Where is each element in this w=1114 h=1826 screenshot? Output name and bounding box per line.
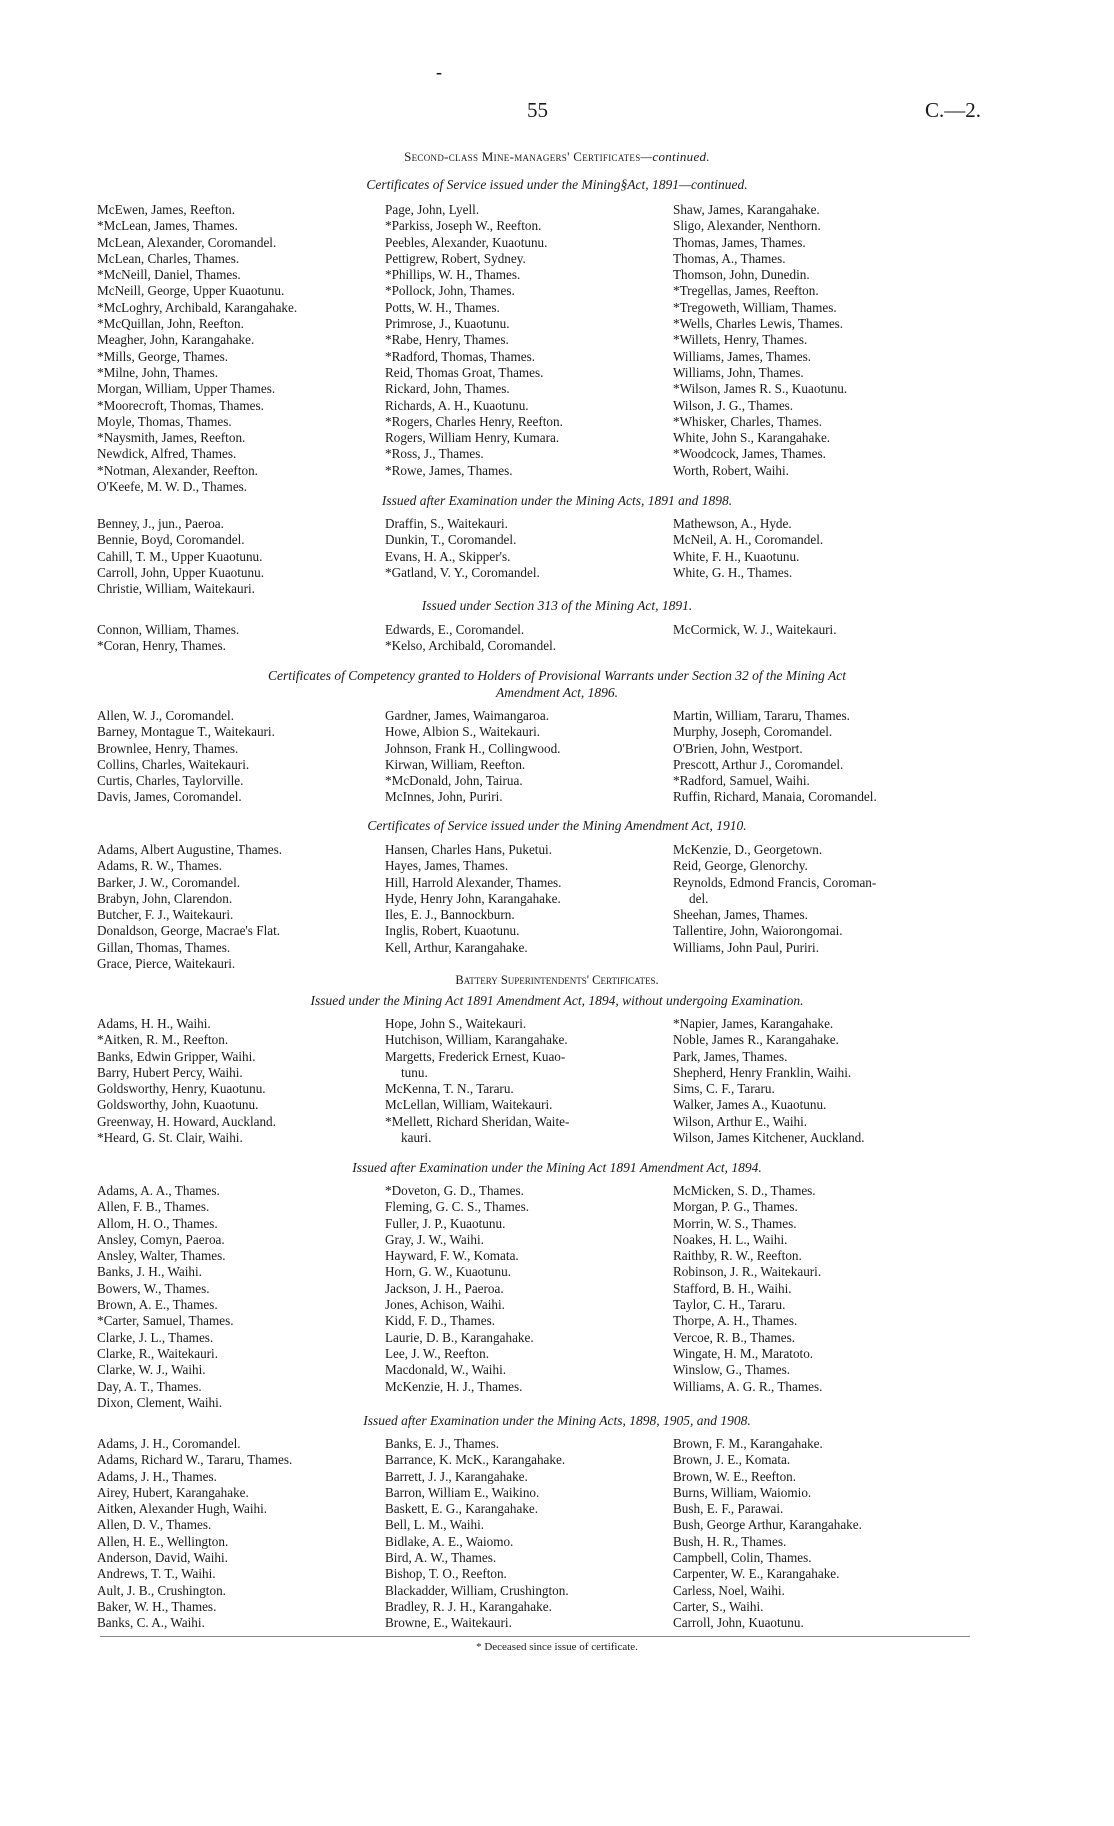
list-item: McLellan, William, Waitekauri.: [385, 1097, 553, 1113]
list-item: Primrose, J., Kuaotunu.: [385, 316, 510, 332]
list-item: McInnes, John, Puriri.: [385, 789, 503, 805]
list-item: Carroll, John, Upper Kuaotunu.: [97, 564, 265, 580]
main-title-continued: —continued.: [640, 149, 710, 164]
list-item: Reid, George, Glenorchy.: [673, 858, 808, 874]
list-item: Brown, F. M., Karangahake.: [673, 1436, 823, 1451]
list-item: Hayward, F. W., Komata.: [385, 1248, 519, 1264]
list-item: Bush, George Arthur, Karangahake.: [673, 1517, 862, 1533]
list-item: Evans, H. A., Skipper's.: [385, 548, 511, 564]
list-item: tunu.: [401, 1064, 428, 1080]
list-item: Inglis, Robert, Kuaotunu.: [385, 923, 520, 939]
list-item: Adams, A. A., Thames.: [97, 1183, 220, 1198]
section-service-1891-col2: [385, 202, 563, 479]
list-item: Ault, J. B., Crushington.: [97, 1582, 226, 1598]
list-item: Draffin, S., Waitekauri.: [385, 516, 508, 531]
list-item: Brabyn, John, Clarendon.: [97, 890, 233, 906]
section-exam-1891-1898-col3: [673, 516, 823, 581]
list-item: *Rogers, Charles Henry, Reefton.: [385, 413, 563, 429]
list-item: Benney, J., jun., Paeroa.: [97, 516, 224, 531]
list-item: Wilson, J. G., Thames.: [673, 397, 794, 413]
list-item: Barrance, K. McK., Karangahake.: [385, 1452, 566, 1468]
list-item: Bush, E. F., Parawai.: [673, 1501, 784, 1517]
list-item: Carless, Noel, Waihi.: [673, 1582, 785, 1598]
list-item: Taylor, C. H., Tararu.: [673, 1297, 786, 1313]
list-item: *Mills, George, Thames.: [97, 348, 229, 364]
list-item: Gray, J. W., Waihi.: [385, 1231, 484, 1247]
list-item: Clarke, W. J., Waihi.: [97, 1362, 206, 1378]
list-item: Ruffin, Richard, Manaia, Coromandel.: [673, 789, 877, 805]
list-item: *Moorecroft, Thomas, Thames.: [97, 397, 264, 413]
list-item: *Wilson, James R. S., Kuaotunu.: [673, 381, 848, 397]
section-battery-exam-1898-1908-col2: [385, 1436, 569, 1632]
list-item: Wilson, Arthur E., Waihi.: [673, 1113, 808, 1129]
list-item: Laurie, D. B., Karangahake.: [385, 1329, 534, 1345]
list-item: Barron, William E., Waikino.: [385, 1484, 540, 1500]
section-service-1891-col3: [673, 202, 847, 479]
list-item: Thomas, James, Thames.: [673, 234, 806, 250]
list-item: Carroll, John, Kuaotunu.: [673, 1615, 804, 1631]
list-item: Rickard, John, Thames.: [385, 381, 510, 397]
section-heading-competency-1896-line1: Certificates of Competency granted to Holders of Provisional Warrants under Section 32 of the Mining Act: [267, 668, 847, 683]
list-item: Noakes, H. L., Waihi.: [673, 1231, 788, 1247]
report-code: C.—2.: [925, 98, 982, 122]
list-item: Campbell, Colin, Thames.: [673, 1550, 812, 1566]
list-item: Banks, J. H., Waihi.: [97, 1264, 202, 1280]
list-item: Newdick, Alfred, Thames.: [97, 446, 237, 462]
section-battery-no-exam-col1: [97, 1016, 276, 1146]
list-item: Edwards, E., Coromandel.: [385, 622, 525, 637]
list-item: *Phillips, W. H., Thames.: [385, 267, 521, 283]
list-item: Hope, John S., Waitekauri.: [385, 1016, 527, 1031]
list-item: Banks, Edwin Gripper, Waihi.: [97, 1048, 256, 1064]
list-item: *McNeill, Daniel, Thames.: [97, 267, 241, 283]
section-heading-battery-exam-1898-1908: Issued after Examination under the Mining Acts, 1898, 1905, and 1908.: [363, 1413, 751, 1428]
list-item: Jackson, J. H., Paeroa.: [385, 1280, 504, 1296]
list-item: Carpenter, W. E., Karangahake.: [673, 1566, 840, 1582]
list-item: *Radford, Thomas, Thames.: [385, 348, 536, 364]
list-item: McKenzie, D., Georgetown.: [673, 842, 823, 857]
list-item: Allen, D. V., Thames.: [97, 1517, 212, 1533]
list-item: Hayes, James, Thames.: [385, 858, 509, 874]
list-item: Clarke, R., Waitekauri.: [97, 1345, 219, 1361]
list-item: Burns, William, Waiomio.: [673, 1484, 812, 1500]
list-item: Browne, E., Waitekauri.: [385, 1615, 512, 1631]
list-item: Thomas, A., Thames.: [673, 250, 786, 266]
list-item: *Coran, Henry, Thames.: [97, 638, 226, 654]
list-item: Aitken, Alexander Hugh, Waihi.: [97, 1501, 268, 1517]
page-number: 55: [527, 98, 548, 122]
list-item: Morgan, P. G., Thames.: [673, 1199, 798, 1215]
list-item: *Rabe, Henry, Thames.: [385, 332, 509, 348]
list-item: Park, James, Thames.: [673, 1048, 788, 1064]
list-item: Wilson, James Kitchener, Auckland.: [673, 1130, 865, 1146]
list-item: Bird, A. W., Thames.: [385, 1550, 497, 1566]
section-313-col3: [673, 622, 837, 638]
list-item: Ansley, Walter, Thames.: [97, 1248, 226, 1264]
list-item: Hutchison, William, Karangahake.: [385, 1032, 568, 1048]
list-item: *Ross, J., Thames.: [385, 446, 484, 462]
list-item: Greenway, H. Howard, Auckland.: [97, 1113, 276, 1129]
list-item: Vercoe, R. B., Thames.: [673, 1329, 796, 1345]
list-item: *Pollock, John, Thames.: [385, 283, 515, 299]
list-item: Macdonald, W., Waihi.: [385, 1362, 507, 1378]
list-item: Winslow, G., Thames.: [673, 1362, 791, 1378]
section-service-1910-col3: [673, 842, 876, 956]
list-item: Stafford, B. H., Waihi.: [673, 1280, 792, 1296]
list-item: Richards, A. H., Kuaotunu.: [385, 397, 529, 413]
section-battery-no-exam-col3: [673, 1016, 865, 1146]
list-item: Williams, A. G. R., Thames.: [673, 1378, 823, 1394]
list-item: Adams, Albert Augustine, Thames.: [97, 842, 283, 857]
list-item: Bishop, T. O., Reefton.: [385, 1566, 507, 1582]
list-item: Horn, G. W., Kuaotunu.: [385, 1264, 512, 1280]
list-item: Bradley, R. J. H., Karangahake.: [385, 1598, 552, 1614]
list-item: Shepherd, Henry Franklin, Waihi.: [673, 1064, 852, 1080]
section-competency-1896-col1: [97, 708, 275, 806]
list-item: Gillan, Thomas, Thames.: [97, 939, 231, 955]
list-item: Murphy, Joseph, Coromandel.: [673, 724, 833, 740]
list-item: Brown, J. E., Komata.: [673, 1452, 791, 1468]
list-item: White, G. H., Thames.: [673, 564, 793, 580]
section-heading-battery-exam-1894: Issued after Examination under the Mining Act 1891 Amendment Act, 1894.: [352, 1160, 762, 1175]
list-item: Bennie, Boyd, Coromandel.: [97, 532, 245, 548]
list-item: Donaldson, George, Macrae's Flat.: [97, 923, 281, 939]
list-item: Barrett, J. J., Karangahake.: [385, 1468, 528, 1484]
list-item: Kirwan, William, Reefton.: [385, 756, 526, 772]
list-item: Brownlee, Henry, Thames.: [97, 740, 239, 756]
section-battery-no-exam-col2: [385, 1016, 569, 1146]
list-item: *Milne, John, Thames.: [97, 364, 218, 380]
section-battery-exam-1894-col3: [673, 1183, 822, 1395]
section-battery-exam-1898-1908-col1: [97, 1436, 292, 1632]
section-heading-service-1891: Certificates of Service issued under the Mining§Act, 1891—continued.: [366, 177, 748, 192]
list-item: Sheehan, James, Thames.: [673, 907, 808, 923]
list-item: Barker, J. W., Coromandel.: [97, 874, 241, 890]
list-item: *Parkiss, Joseph W., Reefton.: [385, 218, 542, 234]
list-item: Barry, Hubert Percy, Waihi.: [97, 1064, 243, 1080]
list-item: Thomson, John, Dunedin.: [673, 267, 810, 283]
list-item: Adams, J. H., Coromandel.: [97, 1436, 241, 1451]
list-item: Meagher, John, Karangahake.: [97, 332, 255, 348]
list-item: *Doveton, G. D., Thames.: [385, 1183, 524, 1198]
section-service-1910-col1: [97, 842, 282, 972]
list-item: Kidd, F. D., Thames.: [385, 1313, 496, 1329]
list-item: McNeil, A. H., Coromandel.: [673, 532, 824, 548]
list-item: Kell, Arthur, Karangahake.: [385, 939, 528, 955]
list-item: *Heard, G. St. Clair, Waihi.: [97, 1130, 243, 1146]
list-item: Brown, A. E., Thames.: [97, 1297, 218, 1313]
list-item: Adams, R. W., Thames.: [97, 858, 223, 874]
list-item: Lee, J. W., Reefton.: [385, 1345, 490, 1361]
list-item: *Napier, James, Karangahake.: [673, 1016, 834, 1031]
list-item: *Radford, Samuel, Waihi.: [673, 773, 810, 789]
footer-rule: [100, 1636, 970, 1637]
list-item: *McLoghry, Archibald, Karangahake.: [97, 299, 298, 315]
list-item: Robinson, J. R., Waitekauri.: [673, 1264, 822, 1280]
section-exam-1891-1898-col2: [385, 516, 540, 581]
section-heading-competency-1896-line2: Amendment Act, 1896.: [496, 685, 618, 700]
section-heading-section-313: Issued under Section 313 of the Mining Act, 1891.: [421, 598, 693, 613]
list-item: Margetts, Frederick Ernest, Kuao-: [385, 1048, 566, 1064]
list-item: O'Keefe, M. W. D., Thames.: [97, 479, 248, 495]
list-item: *Rowe, James, Thames.: [385, 462, 513, 478]
list-item: Fleming, G. C. S., Thames.: [385, 1199, 530, 1215]
list-item: *Gatland, V. Y., Coromandel.: [385, 564, 540, 580]
list-item: McKenzie, H. J., Thames.: [385, 1378, 523, 1394]
list-item: Noble, James R., Karangahake.: [673, 1032, 839, 1048]
list-item: Williams, John Paul, Puriri.: [673, 939, 819, 955]
section-313-col1: [97, 622, 239, 655]
list-item: Clarke, J. L., Thames.: [97, 1329, 214, 1345]
section-service-1910-col2: [385, 842, 561, 956]
list-item: Bidlake, A. E., Waiomo.: [385, 1533, 514, 1549]
list-item: McMicken, S. D., Thames.: [673, 1183, 816, 1198]
list-item: del.: [689, 890, 709, 906]
section-battery-exam-1894-col1: [97, 1183, 234, 1411]
list-item: McKenna, T. N., Tararu.: [385, 1081, 514, 1097]
list-item: Andrews, T. T., Waihi.: [97, 1566, 216, 1582]
section-exam-1891-1898-col1: [97, 516, 264, 597]
list-item: Bowers, W., Thames.: [97, 1280, 210, 1296]
list-item: Allen, F. B., Thames.: [97, 1199, 210, 1215]
list-item: *Notman, Alexander, Reefton.: [97, 462, 258, 478]
list-item: Jones, Achison, Waihi.: [385, 1297, 505, 1313]
list-item: Johnson, Frank H., Collingwood.: [385, 740, 561, 756]
list-item: *McDonald, John, Tairua.: [385, 773, 523, 789]
list-item: Peebles, Alexander, Kuaotunu.: [385, 234, 548, 250]
list-item: Hansen, Charles Hans, Puketui.: [385, 842, 553, 857]
list-item: Sligo, Alexander, Nenthorn.: [673, 218, 821, 234]
list-item: Cahill, T. M., Upper Kuaotunu.: [97, 548, 263, 564]
list-item: Pettigrew, Robert, Sydney.: [385, 250, 526, 266]
list-item: Davis, James, Coromandel.: [97, 789, 242, 805]
list-item: Moyle, Thomas, Thames.: [97, 413, 232, 429]
list-item: *McLean, James, Thames.: [97, 218, 238, 234]
list-item: *Tregoweth, William, Thames.: [673, 299, 837, 315]
list-item: Tallentire, John, Waiorongomai.: [673, 923, 843, 939]
list-item: Williams, John, Thames.: [673, 364, 804, 380]
list-item: Airey, Hubert, Karangahake.: [97, 1484, 249, 1500]
section-battery-exam-1894-col2: [385, 1183, 534, 1395]
section-313-col2: [385, 622, 556, 655]
list-item: *Aitken, R. M., Reefton.: [97, 1032, 229, 1048]
list-item: *Wells, Charles Lewis, Thames.: [673, 316, 844, 332]
list-item: McLean, Alexander, Coromandel.: [97, 234, 277, 250]
list-item: Morgan, William, Upper Thames.: [97, 381, 276, 397]
list-item: Gardner, James, Waimangaroa.: [385, 708, 550, 723]
list-item: Goldsworthy, Henry, Kuaotunu.: [97, 1081, 266, 1097]
list-item: Mathewson, A., Hyde.: [673, 516, 792, 531]
list-item: Thorpe, A. H., Thames.: [673, 1313, 798, 1329]
list-item: Reid, Thomas Groat, Thames.: [385, 364, 544, 380]
list-item: *Kelso, Archibald, Coromandel.: [385, 638, 557, 654]
footnote-deceased: * Deceased since issue of certificate.: [476, 1641, 638, 1653]
list-item: Adams, J. H., Thames.: [97, 1468, 217, 1484]
list-item: Howe, Albion S., Waitekauri.: [385, 724, 541, 740]
list-item: Blackadder, William, Crushington.: [385, 1582, 569, 1598]
section-service-1891-col1: [97, 202, 297, 495]
list-item: Shaw, James, Karangahake.: [673, 202, 820, 217]
list-item: *Woodcock, James, Thames.: [673, 446, 826, 462]
list-item: Page, John, Lyell.: [385, 202, 480, 217]
list-item: Day, A. T., Thames.: [97, 1378, 202, 1394]
list-item: Grace, Pierce, Waitekauri.: [97, 956, 236, 972]
section-heading-service-1910: Certificates of Service issued under the Mining Amendment Act, 1910.: [367, 818, 747, 833]
list-item: Allom, H. O., Thames.: [97, 1215, 218, 1231]
section-competency-1896-col3: [673, 708, 877, 806]
list-item: Christie, William, Waitekauri.: [97, 581, 255, 597]
list-item: Dixon, Clement, Waihi.: [97, 1394, 223, 1410]
list-item: *Willets, Henry, Thames.: [673, 332, 808, 348]
list-item: Williams, James, Thames.: [673, 348, 812, 364]
list-item: Morrin, W. S., Thames.: [673, 1215, 797, 1231]
page-dash: -: [436, 62, 442, 82]
list-item: *Mellett, Richard Sheridan, Waite-: [385, 1113, 570, 1129]
list-item: kauri.: [401, 1130, 432, 1146]
list-item: Reynolds, Edmond Francis, Coroman-: [673, 874, 877, 890]
list-item: Barney, Montague T., Waitekauri.: [97, 724, 275, 740]
list-item: Ansley, Comyn, Paeroa.: [97, 1231, 225, 1247]
list-item: Hyde, Henry John, Karangahake.: [385, 890, 561, 906]
list-item: Curtis, Charles, Taylorville.: [97, 773, 244, 789]
list-item: McNeill, George, Upper Kuaotunu.: [97, 283, 285, 299]
section-competency-1896-col2: [385, 708, 560, 806]
list-item: *McQuillan, John, Reefton.: [97, 316, 244, 332]
list-item: O'Brien, John, Westport.: [673, 740, 803, 756]
list-item: Martin, William, Tararu, Thames.: [673, 708, 850, 723]
list-item: White, F. H., Kuaotunu.: [673, 548, 800, 564]
list-item: Carter, S., Waihi.: [673, 1598, 764, 1614]
list-item: McEwen, James, Reefton.: [97, 202, 236, 217]
list-item: Hill, Harrold Alexander, Thames.: [385, 874, 562, 890]
list-item: Collins, Charles, Waitekauri.: [97, 756, 250, 772]
list-item: Anderson, David, Waihi.: [97, 1550, 228, 1566]
section-heading-exam-1891-1898: Issued after Examination under the Mining Acts, 1891 and 1898.: [381, 493, 733, 508]
list-item: *Whisker, Charles, Thames.: [673, 413, 823, 429]
list-item: Baskett, E. G., Karangahake.: [385, 1501, 539, 1517]
list-item: White, John S., Karangahake.: [673, 430, 831, 446]
list-item: *Naysmith, James, Reefton.: [97, 430, 246, 446]
main-title: [0, 149, 1114, 165]
list-item: Connon, William, Thames.: [97, 622, 240, 637]
section-heading-battery-no-exam: Issued under the Mining Act 1891 Amendment Act, 1894, without undergoing Examination.: [310, 993, 804, 1008]
list-item: Wingate, H. M., Maratoto.: [673, 1345, 814, 1361]
list-item: Adams, Richard W., Tararu, Thames.: [97, 1452, 293, 1468]
list-item: Fuller, J. P., Kuaotunu.: [385, 1215, 506, 1231]
list-item: Prescott, Arthur J., Coromandel.: [673, 756, 844, 772]
list-item: Potts, W. H., Thames.: [385, 299, 500, 315]
list-item: Rogers, William Henry, Kumara.: [385, 430, 560, 446]
list-item: McCormick, W. J., Waitekauri.: [673, 622, 837, 637]
list-item: *Carter, Samuel, Thames.: [97, 1313, 234, 1329]
list-item: Dunkin, T., Coromandel.: [385, 532, 517, 548]
list-item: Iles, E. J., Bannockburn.: [385, 907, 515, 923]
list-item: Allen, H. E., Wellington.: [97, 1533, 229, 1549]
list-item: Worth, Robert, Waihi.: [673, 462, 789, 478]
list-item: Allen, W. J., Coromandel.: [97, 708, 234, 723]
section-battery-exam-1898-1908-col3: [673, 1436, 862, 1632]
battery-superintendents-title: Battery Superintendents' Certificates.: [455, 973, 659, 987]
list-item: *Tregellas, James, Reefton.: [673, 283, 819, 299]
list-item: Banks, E. J., Thames.: [385, 1436, 500, 1451]
main-title-text: Second-class Mine-managers' Certificates: [404, 149, 641, 164]
list-item: Raithby, R. W., Reefton.: [673, 1248, 802, 1264]
list-item: Goldsworthy, John, Kuaotunu.: [97, 1097, 259, 1113]
list-item: Banks, C. A., Waihi.: [97, 1615, 205, 1631]
list-item: Bell, L. M., Waihi.: [385, 1517, 485, 1533]
list-item: Baker, W. H., Thames.: [97, 1598, 217, 1614]
list-item: Bush, H. R., Thames.: [673, 1533, 787, 1549]
list-item: Brown, W. E., Reefton.: [673, 1468, 797, 1484]
list-item: Walker, James A., Kuaotunu.: [673, 1097, 827, 1113]
list-item: Sims, C. F., Tararu.: [673, 1081, 775, 1097]
list-item: Adams, H. H., Waihi.: [97, 1016, 211, 1031]
list-item: McLean, Charles, Thames.: [97, 250, 240, 266]
list-item: Butcher, F. J., Waitekauri.: [97, 907, 234, 923]
